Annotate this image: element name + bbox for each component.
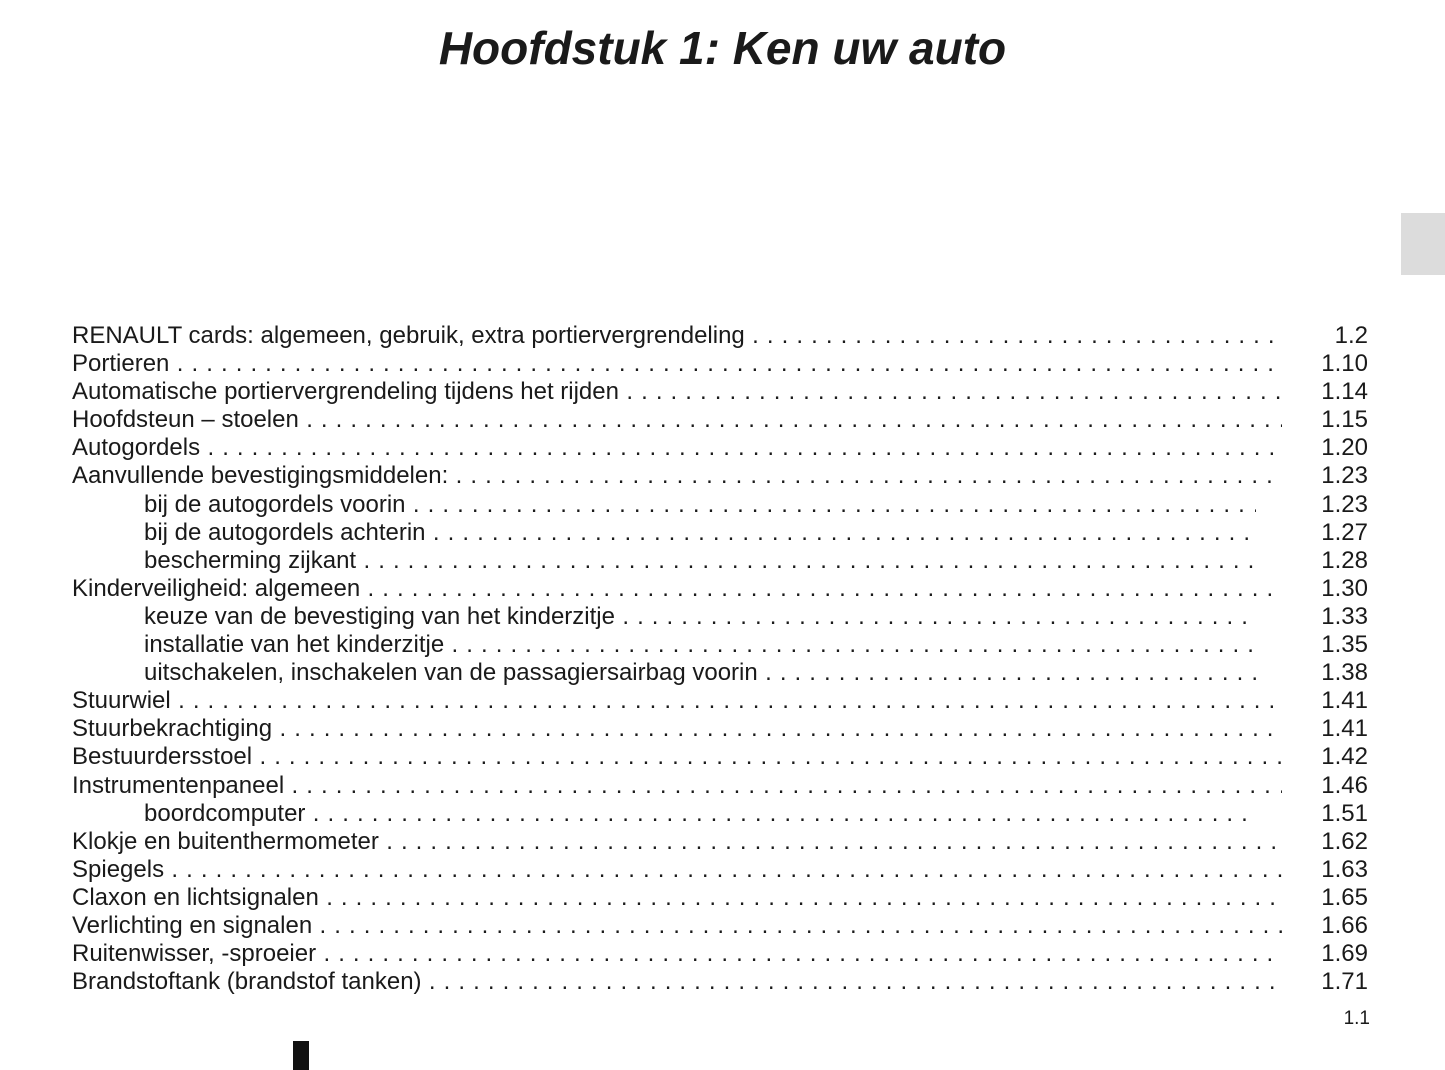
toc-entry[interactable] — [72, 406, 1372, 434]
toc-entry[interactable] — [72, 547, 1372, 575]
toc-entry-label: Kinderveiligheid: algemeen . . . — [72, 575, 1282, 603]
chapter-thumb-tab — [1401, 213, 1445, 275]
toc-entry-label: installatie van het kinderzitje . . . — [144, 631, 1256, 659]
toc-entry[interactable] — [72, 743, 1372, 771]
toc-entry-page: 1.23 — [1321, 490, 1368, 518]
toc-entry-label: Bestuurdersstoel . . . — [72, 743, 1282, 771]
toc-entry-page: 1.41 — [1321, 715, 1368, 743]
toc-entry-page: 1.15 — [1321, 406, 1368, 434]
toc-entry[interactable] — [72, 659, 1372, 687]
toc-entry-label: Brandstoftank (brandstof tanken) . . . — [72, 968, 1282, 996]
toc-entry-label: Portieren . . . — [72, 350, 1282, 378]
toc-entry-page: 1.10 — [1321, 350, 1368, 378]
toc-entry[interactable] — [72, 491, 1372, 519]
toc-entry-page: 1.38 — [1321, 659, 1368, 687]
toc-entry-page: 1.30 — [1321, 574, 1368, 602]
toc-entry[interactable] — [72, 631, 1372, 659]
toc-entry-page: 1.28 — [1321, 546, 1368, 574]
toc-entry-label: Stuurbekrachtiging . . . — [72, 715, 1282, 743]
toc-entry-label: Instrumentenpaneel . . . — [72, 772, 1282, 800]
toc-entry-label: RENAULT cards: algemeen, gebruik, extra portiervergrendeling . . . — [72, 322, 1282, 350]
toc-entry-page: 1.23 — [1321, 462, 1368, 490]
toc-entry-label: keuze van de bevestiging van het kinderzitje . . . — [144, 603, 1256, 631]
toc-entry-label: Klokje en buitenthermometer . . . — [72, 828, 1282, 856]
toc-entry[interactable] — [72, 575, 1372, 603]
toc-entry-label: Automatische portiervergrendeling tijdens het rijden . . . — [72, 378, 1282, 406]
toc-entry-page: 1.20 — [1321, 434, 1368, 462]
toc-entry[interactable] — [72, 856, 1372, 884]
page-number: 1.1 — [1343, 1008, 1370, 1029]
chapter-title: Hoofdstuk 1: Ken uw auto — [438, 22, 1007, 74]
toc-entry[interactable] — [72, 968, 1372, 996]
toc-entry-page: 1.33 — [1321, 602, 1368, 630]
toc-entry-label: Spiegels . . . — [72, 856, 1282, 884]
toc-entry[interactable] — [72, 884, 1372, 912]
toc-entry-page: 1.14 — [1321, 378, 1368, 406]
toc-entry[interactable] — [72, 322, 1372, 350]
toc-entry-page: 1.2 — [1334, 322, 1368, 349]
toc-entry[interactable] — [72, 940, 1372, 968]
toc-entry-label: boordcomputer . . . — [144, 800, 1256, 828]
toc-entry-page: 1.35 — [1321, 631, 1368, 659]
toc-entry-page: 1.42 — [1321, 743, 1368, 771]
toc-entry[interactable] — [72, 687, 1372, 715]
toc-entry[interactable] — [72, 434, 1372, 462]
table-of-contents — [72, 322, 1372, 996]
toc-entry[interactable] — [72, 603, 1372, 631]
toc-entry-page: 1.41 — [1321, 687, 1368, 715]
toc-entry-label: bescherming zijkant . . . — [144, 547, 1256, 575]
toc-entry-page: 1.65 — [1321, 883, 1368, 911]
toc-entry[interactable] — [72, 462, 1372, 490]
toc-entry[interactable] — [72, 800, 1372, 828]
toc-entry-page: 1.69 — [1321, 940, 1368, 968]
toc-entry-page: 1.63 — [1321, 855, 1368, 883]
toc-entry-label: Aanvullende bevestigingsmiddelen: . . . — [72, 462, 1282, 490]
toc-entry-label: Stuurwiel . . . — [72, 687, 1282, 715]
toc-entry-label: bij de autogordels achterin . . . — [144, 519, 1256, 547]
toc-entry-label: Hoofdsteun – stoelen . . . — [72, 406, 1282, 434]
toc-entry[interactable] — [72, 378, 1372, 406]
toc-entry-page: 1.66 — [1321, 911, 1368, 939]
toc-entry-label: bij de autogordels voorin . . . — [144, 491, 1256, 519]
toc-entry[interactable] — [72, 350, 1372, 378]
toc-entry-label: Autogordels . . . — [72, 434, 1282, 462]
toc-entry-label: Ruitenwisser, -sproeier . . . — [72, 940, 1282, 968]
toc-entry[interactable] — [72, 828, 1372, 856]
toc-entry-label: uitschakelen, inschakelen van de passagiersairbag voorin . . . — [144, 659, 1256, 687]
toc-entry-page: 1.62 — [1321, 827, 1368, 855]
toc-entry[interactable] — [72, 912, 1372, 940]
toc-entry[interactable] — [72, 715, 1372, 743]
toc-entry-page: 1.71 — [1321, 968, 1368, 996]
toc-entry[interactable] — [72, 519, 1372, 547]
toc-entry-label: Verlichting en signalen . . . — [72, 912, 1282, 940]
toc-entry-page: 1.51 — [1321, 799, 1368, 827]
print-margin-mark — [293, 1041, 309, 1070]
toc-entry-page: 1.27 — [1321, 518, 1368, 546]
toc-entry-label: Claxon en lichtsignalen . . . — [72, 884, 1282, 912]
toc-entry-page: 1.46 — [1321, 771, 1368, 799]
toc-entry[interactable] — [72, 772, 1372, 800]
